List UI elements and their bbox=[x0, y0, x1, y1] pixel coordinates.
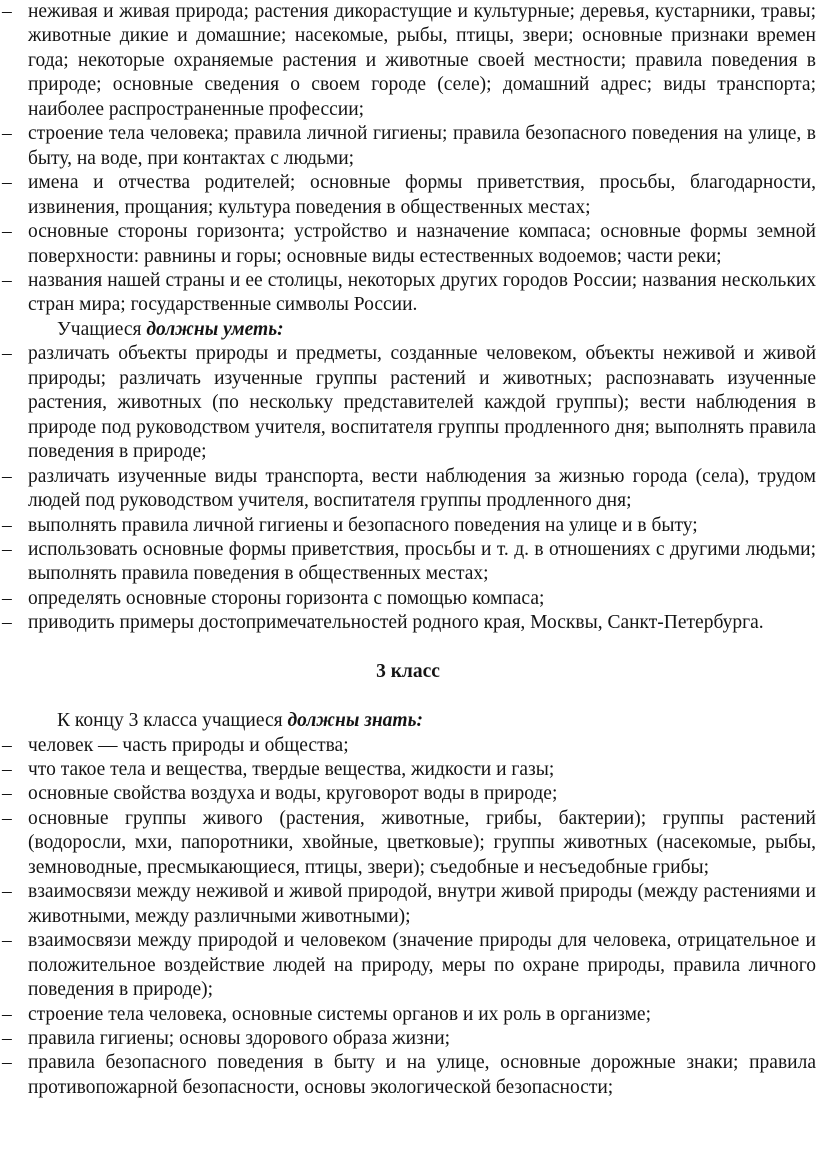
list-item bbox=[0, 611, 816, 635]
list-item-text: взаимосвязи между природой и человеком (значение природы для человека, отрицательное и положительное воздействие людей на природу, меры по охране природы, правила личного поведения в природе); bbox=[28, 930, 816, 1001]
bullet-dash: – bbox=[2, 465, 12, 487]
bullet-dash: – bbox=[2, 343, 12, 365]
list-item bbox=[0, 782, 816, 806]
bullet-dash: – bbox=[2, 538, 12, 560]
bullet-dash: – bbox=[2, 1, 12, 22]
bullet-dash: – bbox=[2, 1003, 12, 1025]
bullet-dash: – bbox=[2, 172, 12, 194]
bullet-dash: – bbox=[2, 612, 12, 634]
know-grade2-list bbox=[0, 0, 816, 318]
able-intro-emphasis: должны уметь: bbox=[146, 318, 284, 340]
list-item bbox=[0, 1003, 816, 1027]
bullet-dash: – bbox=[2, 587, 12, 609]
list-item bbox=[0, 269, 816, 318]
list-item bbox=[0, 465, 816, 514]
know3-intro-text: К концу 3 класса учащиеся bbox=[57, 710, 288, 732]
able-intro-text: Учащиеся bbox=[57, 318, 147, 340]
list-item bbox=[0, 758, 816, 782]
list-item-text: правила гигиены; основы здорового образа жизни; bbox=[28, 1028, 451, 1049]
list-item bbox=[0, 220, 816, 269]
list-item-text: что такое тела и вещества, твердые вещества, жидкости и газы; bbox=[28, 759, 555, 781]
list-item bbox=[0, 587, 816, 611]
bullet-dash: – bbox=[2, 734, 12, 756]
list-item bbox=[0, 122, 816, 171]
list-item-text: строение тела человека; правила личной гигиены; правила безопасного поведения на улице, в быту, на воде, при контактах с людьми; bbox=[28, 123, 816, 169]
list-item-text: использовать основные формы приветствия, просьбы и т. д. в отношениях с другими людьми; выполнять правила поведения в общественных местах; bbox=[28, 538, 816, 585]
list-item bbox=[0, 538, 816, 587]
know-grade3-list bbox=[0, 734, 816, 1101]
list-item-text: взаимосвязи между неживой и живой природой, внутри живой природы (между растениями и животными, между различными животными); bbox=[28, 881, 816, 927]
able-grade2-intro-paragraph bbox=[0, 318, 816, 342]
list-item-text: имена и отчества родителей; основные формы приветствия, просьбы, благодарности, извинения, прощания; культура поведения в общественных местах; bbox=[28, 172, 816, 218]
grade3-heading: 3 класс bbox=[376, 661, 440, 683]
list-item-text: определять основные стороны горизонта с помощью компаса; bbox=[28, 587, 545, 609]
list-item-text: различать изученные виды транспорта, вести наблюдения за жизнью города (села), трудом людей под руководством учителя, воспитателя группы продленного дня; bbox=[28, 465, 816, 512]
bullet-dash: – bbox=[2, 783, 12, 805]
bullet-dash: – bbox=[2, 807, 12, 829]
list-item-text: строение тела человека, основные системы органов и их роль в организме; bbox=[28, 1003, 651, 1025]
list-item-text: человек — часть природы и общества; bbox=[28, 734, 349, 756]
list-item bbox=[0, 1051, 816, 1100]
bullet-dash: – bbox=[2, 269, 12, 291]
list-item bbox=[0, 514, 816, 538]
list-item-text: выполнять правила личной гигиены и безопасного поведения на улице и в быту; bbox=[28, 514, 698, 536]
bullet-dash: – bbox=[2, 123, 12, 145]
able-grade2-list bbox=[0, 342, 816, 635]
list-item-text: основные группы живого (растения, животные, грибы, бактерии); группы растений (водоросли, мхи, папоротники, хвойные, цветковые); группы животных (насекомые, рыбы, земноводные, пресмыкающиеся, птицы, звери); съедобные и несъедобные грибы; bbox=[28, 807, 816, 878]
list-item-text: названия нашей страны и ее столицы, некоторых других городов России; названия нескольких стран мира; государственные символы России. bbox=[28, 269, 816, 316]
list-item-text: неживая и живая природа; растения дикорастущие и культурные; деревья, кустарники, травы; животные дикие и домашние; насекомые, рыбы, птицы, звери; основные признаки времен года; некоторые охраняемые растения и животные своей местности; правила поведения в природе; основные сведения о своем городе (селе); домашний адрес; виды транспорта; наиболее распространенные профессии; bbox=[28, 1, 816, 120]
list-item-text: основные стороны горизонта; устройство и назначение компаса; основные формы земной поверхности: равнины и горы; основные виды естественных водоемов; части реки; bbox=[28, 221, 816, 267]
list-item-text: правила безопасного поведения в быту и на улице, основные дорожные знаки; правила противопожарной безопасности, основы экологической безопасности; bbox=[28, 1052, 816, 1098]
bullet-dash: – bbox=[2, 881, 12, 903]
list-item bbox=[0, 1027, 816, 1051]
bullet-dash: – bbox=[2, 1028, 12, 1049]
bullet-dash: – bbox=[2, 759, 12, 781]
bullet-dash: – bbox=[2, 514, 12, 536]
list-item bbox=[0, 880, 816, 929]
know-grade3-intro-paragraph bbox=[0, 709, 816, 733]
bullet-dash: – bbox=[2, 930, 12, 952]
list-item bbox=[0, 807, 816, 880]
know3-intro-emphasis: должны знать: bbox=[287, 710, 423, 732]
list-item bbox=[0, 734, 816, 758]
bullet-dash: – bbox=[2, 1052, 12, 1074]
list-item bbox=[0, 929, 816, 1002]
list-item bbox=[0, 342, 816, 464]
list-item-text: основные свойства воздуха и воды, круговорот воды в природе; bbox=[28, 783, 558, 805]
list-item bbox=[0, 0, 816, 122]
bullet-dash: – bbox=[2, 221, 12, 243]
list-item-text: приводить примеры достопримечательностей родного края, Москвы, Санкт-Петербурга. bbox=[28, 612, 764, 634]
list-item-text: различать объекты природы и предметы, созданные человеком, объекты неживой и живой природы; различать изученные группы растений и животных; распознавать изученные растения, животных (по нескольку представителей каждой группы); вести наблюдения в природе под руководством учителя, воспитателя группы продленного дня; выполнять правила поведения в природе; bbox=[28, 343, 816, 463]
list-item bbox=[0, 171, 816, 220]
